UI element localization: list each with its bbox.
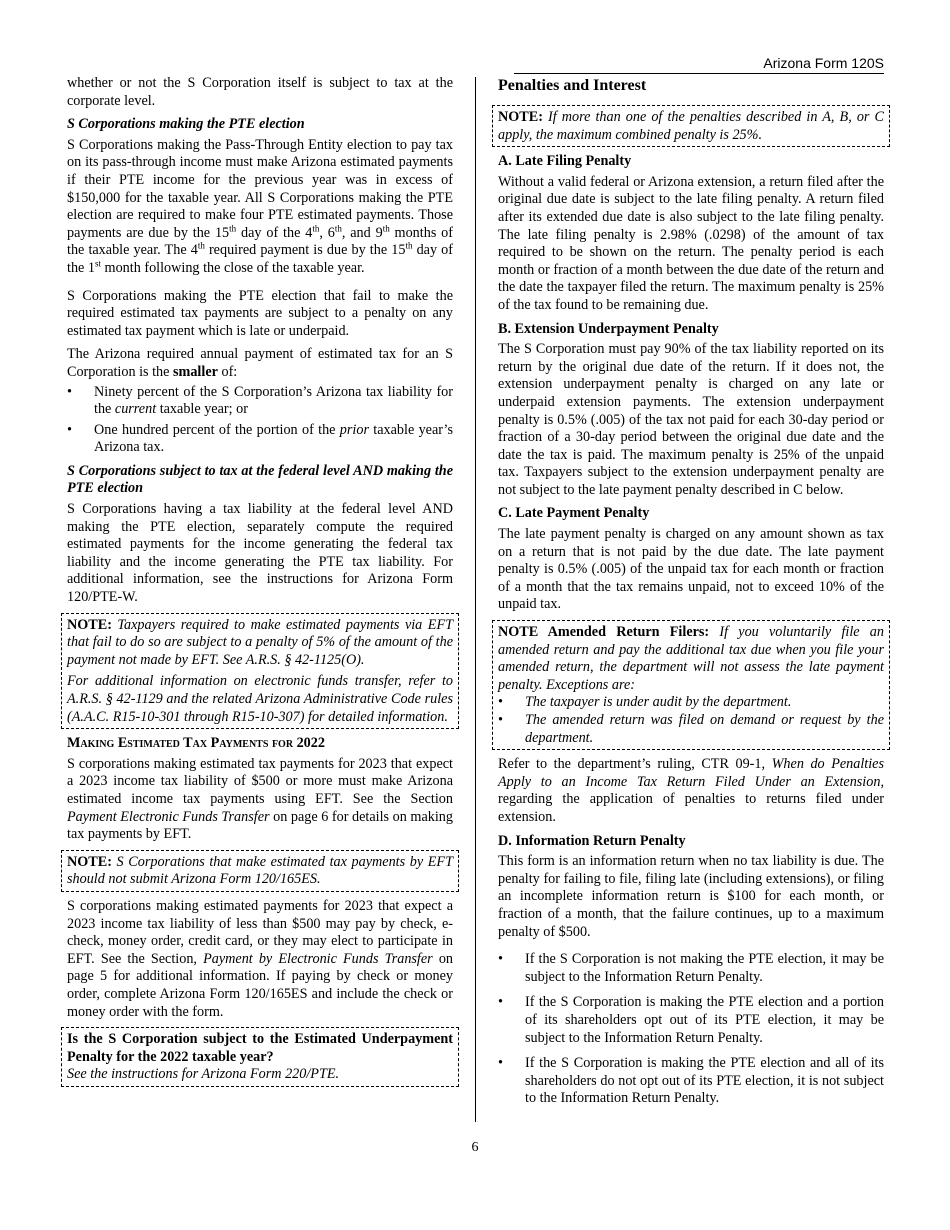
extension-underpayment-heading: B. Extension Underpayment Penalty — [498, 320, 719, 337]
page-number: 6 — [471, 1140, 479, 1155]
eft-note-text-2: For additional information on electronic funds transfer, refer to A.R.S. § 42-1129 and the related Arizona Administrative Code rules (A.A.C. R15-10-301 through R15-10-307) for detailed information. — [67, 673, 453, 725]
amended-return-note-text: NOTE Amended Return Filers: If you voluntarily file an amended return and pay the additional tax due when you file your amended return, the department will not assess the late payment penalty. Exceptions are: — [498, 624, 884, 693]
form-165es-note-text: NOTE: S Corporations that make estimated tax payments by EFT should not submit Arizona Form 120/165ES. — [67, 853, 453, 888]
header-rule — [514, 73, 884, 74]
federal-pte-heading: S Corporations subject to tax at the federal level AND making the PTE election — [67, 462, 453, 497]
form-165es-note-box — [61, 850, 459, 892]
underpayment-question: Is the S Corporation subject to the Estimated Underpayment Penalty for the 2022 taxable year? — [67, 1031, 453, 1065]
max-penalty-note-box — [492, 105, 890, 147]
eft-note-box — [61, 613, 459, 730]
page-header — [0, 55, 950, 75]
late-payment-paragraph: The late payment penalty is charged on any amount shown as tax on a return that is not paid by the due date. The late payment penalty is 0.5% (.005) of the unpaid tax for each month or fraction of a month that the tax remains unpaid, not to exceed 10% of the unpaid tax. — [498, 526, 884, 613]
pte-election-heading: S Corporations making the PTE election — [67, 116, 305, 133]
federal-pte-paragraph: S Corporations having a tax liability at the federal level AND making the PTE election, separately compute the required estimated payments for the income generating the federal tax liability and the income generating the PTE tax liability. For additional information, see the instructions for Arizona Form 120/PTE-W. — [67, 501, 453, 606]
eft-note-text: NOTE: Taxpayers required to make estimated payments via EFT that fail to do so are subject to a penalty of 5% of the amount of the payment not made by EFT. See A.R.S. § 42-1125(O). — [67, 616, 453, 668]
required-payment-paragraph: The Arizona required annual payment of estimated tax for an S Corporation is the smaller of: — [67, 346, 453, 380]
right-column — [498, 75, 884, 1112]
list-item: • If the S Corporation is making the PTE election and a portion of its shareholders opt out of its PTE election, it may be subject to the Information Return Penalty. — [498, 994, 884, 1046]
penalties-heading: Penalties and Interest — [498, 77, 647, 94]
amended-return-note-box — [492, 620, 890, 750]
small-liability-paragraph: S corporations making estimated payments for 2023 that expect a 2023 income tax liability of less than $500 may pay by check, e-check, money order, credit card, or they may elect to participate in EFT. See the Section, Payment by Electronic Funds Transfer on page 5 for additional information. If paying by check or money order, complete Arizona Form 120/165ES and include the check or money order with the form. — [67, 897, 454, 1020]
pte-penalty-paragraph: S Corporations making the PTE election that fail to make the required estimated tax payments are subject to a penalty on any estimated tax payment which is late or underpaid. — [67, 287, 453, 339]
late-filing-paragraph: Without a valid federal or Arizona extension, a return filed after the original due date is subject to the late filing penalty. A return filed after its extended due date is also subject to the late filing penalty. The late filing penalty is 2.98% (.0298) of the amount of tax required to be shown on the return. The penalty period is each month or fraction of a month between the due date of the return and the date the taxpayer filed the return. The maximum penalty is 25% of the tax found to be remaining due. — [498, 173, 884, 313]
intro-paragraph: whether or not the S Corporation itself is subject to tax at the corporate level. — [67, 75, 453, 109]
information-return-list — [498, 951, 884, 1108]
extension-underpayment-paragraph: The S Corporation must pay 90% of the tax liability reported on its return by the original due date of the return. If it does not, the extension underpayment penalty is charged on any late or underpaid extension payments. The extension underpayment penalty is 0.5% (.005) of the tax not paid for each 30-day period or fraction of a 30-day period between the original due date and the date the tax is paid. The maximum penalty is 25% of the unpaid tax. Taxpayers subject to the extension underpayment penalty are not subject to the late payment penalty described in C below. — [498, 341, 884, 498]
making-payments-paragraph: S corporations making estimated tax payments for 2023 that expect a 2023 income tax liability of $500 or more must make Arizona estimated income tax payments using EFT. See the Section Payment Electronic Funds Transfer on page 6 for details on making tax payments by EFT. — [67, 755, 453, 843]
making-payments-heading: Making Estimated Tax Payments for 2022 — [67, 735, 325, 752]
amended-exceptions-list — [498, 694, 884, 747]
late-filing-heading: A. Late Filing Penalty — [498, 153, 632, 170]
list-item: • One hundred percent of the portion of the prior taxable year’s Arizona tax. — [67, 421, 453, 456]
underpayment-answer: See the instructions for Arizona Form 220/PTE. — [67, 1066, 340, 1083]
underpayment-question-box — [61, 1027, 459, 1087]
form-title: Arizona Form 120S — [763, 55, 884, 71]
list-item: • If the S Corporation is making the PTE election and all of its shareholders do not opt out of its PTE election, it is not subject to the Information Return Penalty. — [498, 1055, 884, 1107]
list-item: • Ninety percent of the S Corporation’s Arizona tax liability for the current taxable year; or — [67, 383, 453, 418]
column-divider — [475, 77, 476, 1122]
max-penalty-note-text: NOTE: If more than one of the penalties described in A, B, or C apply, the maximum combined penalty is 25%. — [498, 109, 884, 143]
list-item: • The taxpayer is under audit by the department. — [498, 694, 792, 711]
required-payment-list — [67, 384, 453, 457]
ruling-reference-paragraph: Refer to the department’s ruling, CTR 09-1, When do Penalties Apply to an Income Tax Return Filed Under an Extension, regarding the application of penalties to returns filed under extension. — [498, 756, 884, 825]
list-item: • If the S Corporation is not making the PTE election, it may be subject to the Information Return Penalty. — [498, 951, 884, 985]
information-return-heading: D. Information Return Penalty — [498, 832, 686, 849]
information-return-paragraph: This form is an information return when no tax liability is due. The penalty for failing to file, filing late (including extensions), or filing an incomplete information return is $100 for each month, or fraction of a month, that the failure continues, up to a maximum penalty of $500. — [498, 853, 884, 940]
list-item: • The amended return was filed on demand or request by the department. — [498, 712, 884, 746]
pte-election-paragraph: S Corporations making the Pass-Through Entity election to pay tax on its pass-through income must make Arizona estimated payments if their PTE income for the previous year was in excess of $150,000 for the taxable year. All S Corporations making the PTE election are required to make four PTE estimated payments. Those payments are due by the 15th day of the 4th, 6th, and 9th months of the taxable year. The 4th required payment is due by the 15th day of the 1st month following the close of the taxable year. — [67, 136, 454, 276]
late-payment-heading: C. Late Payment Penalty — [498, 505, 650, 522]
left-column — [67, 75, 453, 1093]
